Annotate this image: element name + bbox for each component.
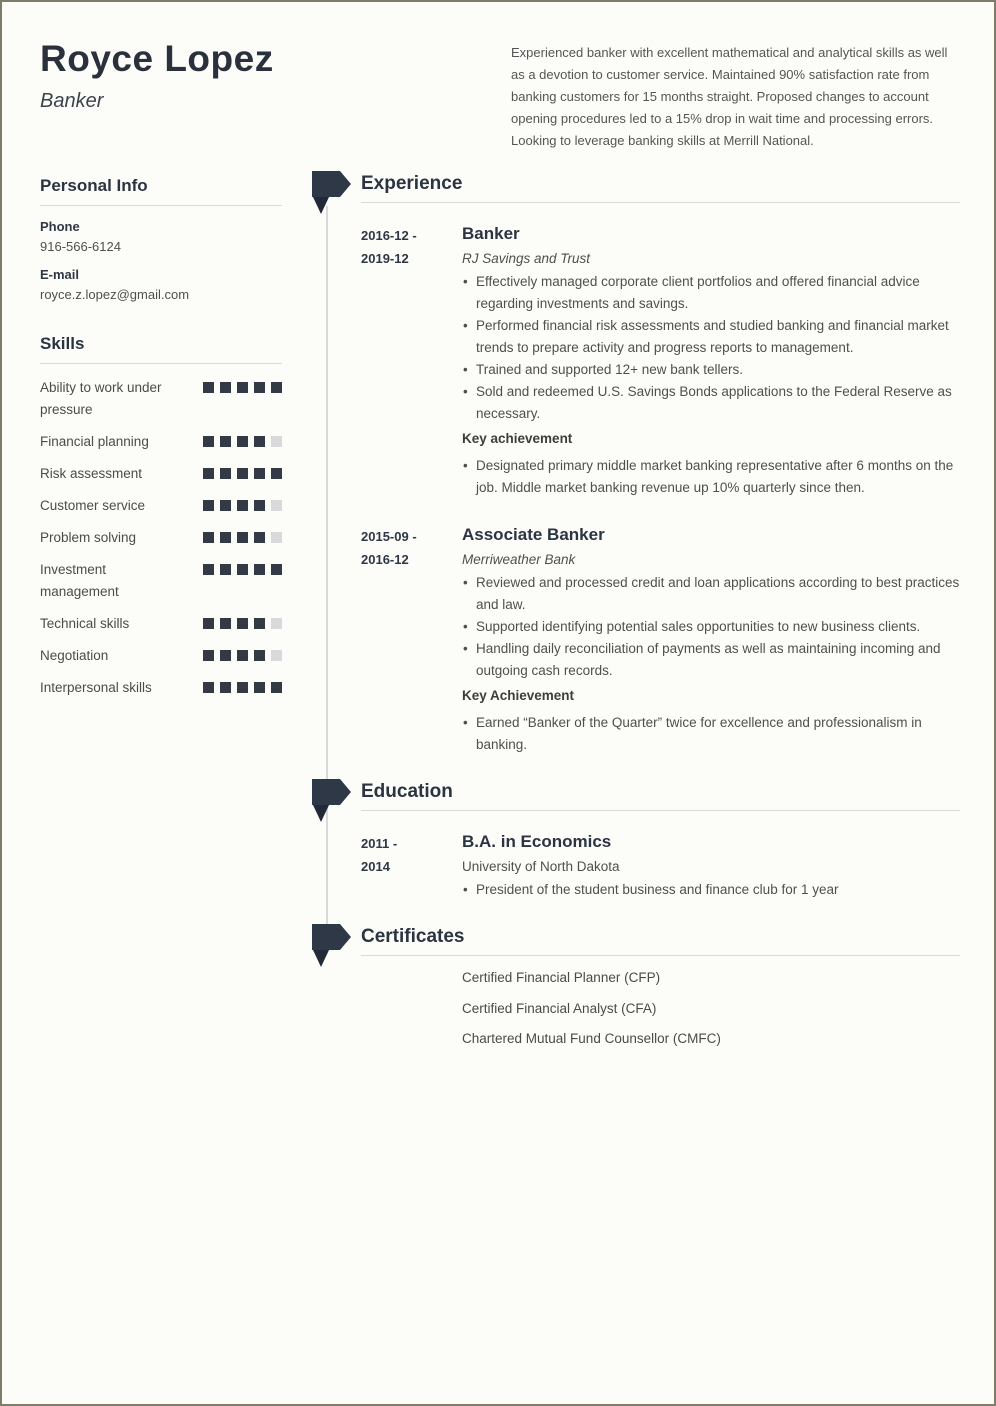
skill-level-square <box>203 618 214 629</box>
skill-label: Customer service <box>40 498 146 513</box>
skill-level-square <box>220 436 231 447</box>
date-end: 2019-12 <box>361 251 409 266</box>
skill-level-square <box>237 532 248 543</box>
skill-level-square <box>203 382 214 393</box>
section-title: Certificates <box>361 926 465 947</box>
skill-level-square <box>220 382 231 393</box>
pennant-icon <box>312 170 352 216</box>
skill-level-square <box>237 650 248 661</box>
skill-level-square <box>203 532 214 543</box>
bullet-item: • Handling daily reconciliation of payments as well as maintaining incoming and outgoing cash records. <box>462 638 960 682</box>
summary-text: Experienced banker with excellent mathematical and analytical skills as well as a devotion to customer service. Maintained 90% satisfaction rate from banking customers for 15 months straight. Proposed changes to account opening procedures led to a 15% drop in wait time and processing errors. Looking to leverage banking skills at Merrill National. <box>511 45 948 148</box>
skill-item <box>40 527 282 549</box>
skill-rating <box>203 431 282 453</box>
section-rule <box>361 202 960 203</box>
degree-title: B.A. in Economics <box>462 832 612 851</box>
certificate-item: Certified Financial Planner (CFP) <box>462 970 661 985</box>
experience-section <box>312 170 960 756</box>
bullet-item: • Effectively managed corporate client portfolios and offered financial advice regarding investments and savings. <box>462 271 960 315</box>
certificate-list <box>312 971 960 1046</box>
skill-level-square <box>237 564 248 575</box>
section-header <box>312 170 960 214</box>
education-section <box>312 778 960 901</box>
skill-level-square <box>254 382 265 393</box>
key-achievement-label: Key Achievement <box>462 688 575 703</box>
entry-title: Associate Banker <box>462 525 605 544</box>
bullet-list <box>462 879 960 901</box>
skill-level-square <box>203 650 214 661</box>
skill-level-square <box>271 436 282 447</box>
skill-item <box>40 559 282 603</box>
skill-item <box>40 645 282 667</box>
skill-level-square <box>203 500 214 511</box>
sidebar <box>40 170 282 709</box>
skill-level-square <box>254 682 265 693</box>
skill-label: Problem solving <box>40 530 137 545</box>
skill-level-square <box>254 532 265 543</box>
date-start: 2011 - <box>361 836 398 851</box>
personal-info-heading: Personal Info <box>40 170 282 206</box>
bullet-list <box>462 572 960 682</box>
skill-level-square <box>271 618 282 629</box>
experience-entry <box>312 525 960 756</box>
main-column <box>312 170 960 1063</box>
skill-level-square <box>237 500 248 511</box>
skill-level-square <box>237 468 248 479</box>
email-field <box>40 267 282 302</box>
certificate-item: Chartered Mutual Fund Counsellor (CMFC) <box>462 1031 721 1046</box>
bullet-item: • President of the student business and finance club for 1 year <box>462 879 960 901</box>
date-range <box>361 832 462 901</box>
skill-label: Financial planning <box>40 434 149 449</box>
bullet-item: • Earned “Banker of the Quarter” twice for excellence and professionalism in banking. <box>462 712 960 756</box>
skill-level-square <box>271 382 282 393</box>
entry-content <box>462 832 960 901</box>
section-rule <box>361 810 960 811</box>
pennant-icon <box>312 778 352 824</box>
entry-title: Banker <box>462 224 520 243</box>
skill-item <box>40 677 282 699</box>
skill-rating <box>203 645 282 667</box>
skill-label: Technical skills <box>40 616 130 631</box>
bullet-item: • Sold and redeemed U.S. Savings Bonds applications to the Federal Reserve as necessary. <box>462 381 960 425</box>
skill-level-square <box>237 682 248 693</box>
certificates-section <box>312 923 960 1046</box>
skill-level-square <box>254 500 265 511</box>
date-end: 2016-12 <box>361 552 409 567</box>
skill-rating <box>203 677 282 699</box>
email-label: E-mail <box>40 267 80 282</box>
entry-content <box>462 525 960 756</box>
skill-item <box>40 431 282 453</box>
experience-entry <box>312 224 960 499</box>
skill-rating <box>203 527 282 549</box>
skill-level-square <box>271 532 282 543</box>
skill-label: Risk assessment <box>40 466 143 481</box>
skill-level-square <box>237 618 248 629</box>
skill-level-square <box>220 532 231 543</box>
skill-level-square <box>254 564 265 575</box>
skill-level-square <box>271 468 282 479</box>
skill-label: Investment management <box>40 562 119 599</box>
skill-item <box>40 463 282 485</box>
bullet-item: • Reviewed and processed credit and loan applications according to best practices and law. <box>462 572 960 616</box>
section-title: Education <box>361 781 453 802</box>
skill-level-square <box>220 650 231 661</box>
date-range <box>361 224 462 499</box>
company-name: RJ Savings and Trust <box>462 251 591 266</box>
phone-field <box>40 219 282 254</box>
date-start: 2015-09 - <box>361 529 417 544</box>
skill-level-square <box>220 564 231 575</box>
skill-rating <box>203 613 282 635</box>
skill-level-square <box>254 436 265 447</box>
key-achievement-list <box>462 712 960 756</box>
skill-level-square <box>271 564 282 575</box>
candidate-job-title: Banker <box>40 90 104 112</box>
section-title: Experience <box>361 173 463 194</box>
skill-level-square <box>220 468 231 479</box>
skill-item <box>40 495 282 517</box>
date-end: 2014 <box>361 859 390 874</box>
school-name: University of North Dakota <box>462 859 620 874</box>
skills-heading: Skills <box>40 328 282 364</box>
skill-item <box>40 613 282 635</box>
skill-level-square <box>254 618 265 629</box>
bullet-item: • Trained and supported 12+ new bank tellers. <box>462 359 960 381</box>
key-achievement-label: Key achievement <box>462 431 573 446</box>
skill-level-square <box>271 650 282 661</box>
skill-level-square <box>220 500 231 511</box>
bullet-item: • Supported identifying potential sales opportunities to new business clients. <box>462 616 960 638</box>
pennant-icon <box>312 923 352 969</box>
skill-level-square <box>203 682 214 693</box>
education-entry <box>312 832 960 901</box>
skill-rating <box>203 495 282 517</box>
phone-label: Phone <box>40 219 80 234</box>
skill-rating <box>203 559 282 603</box>
certificate-item: Certified Financial Analyst (CFA) <box>462 1000 657 1016</box>
skill-item <box>40 377 282 421</box>
skill-level-square <box>254 650 265 661</box>
skill-level-square <box>271 682 282 693</box>
date-range <box>361 525 462 756</box>
key-achievement-list <box>462 455 960 499</box>
candidate-name: Royce Lopez <box>40 38 274 79</box>
email-value: royce.z.lopez@gmail.com <box>40 287 190 302</box>
skill-label: Interpersonal skills <box>40 680 152 695</box>
skill-level-square <box>203 436 214 447</box>
company-name: Merriweather Bank <box>462 552 576 567</box>
bullet-item: • Designated primary middle market banking representative after 6 months on the job. Middle market banking revenue up 10% quarterly since then. <box>462 455 960 499</box>
section-rule <box>361 955 960 956</box>
bullet-item: • Performed financial risk assessments and studied banking and financial market trends to prepare activity and progress reports to management. <box>462 315 960 359</box>
skill-level-square <box>254 468 265 479</box>
date-start: 2016-12 - <box>361 228 417 243</box>
skill-level-square <box>220 618 231 629</box>
skill-level-square <box>271 500 282 511</box>
skill-level-square <box>237 382 248 393</box>
phone-value: 916-566-6124 <box>40 239 121 254</box>
bullet-list <box>462 271 960 425</box>
skill-level-square <box>237 436 248 447</box>
entry-content <box>462 224 960 499</box>
skill-label: Negotiation <box>40 648 109 663</box>
skill-level-square <box>203 564 214 575</box>
section-header <box>312 778 960 822</box>
skill-label: Ability to work under pressure <box>40 380 162 417</box>
skills-list <box>40 377 282 699</box>
skill-rating <box>203 377 282 421</box>
skill-level-square <box>220 682 231 693</box>
section-header <box>312 923 960 967</box>
skill-level-square <box>203 468 214 479</box>
skill-rating <box>203 463 282 485</box>
